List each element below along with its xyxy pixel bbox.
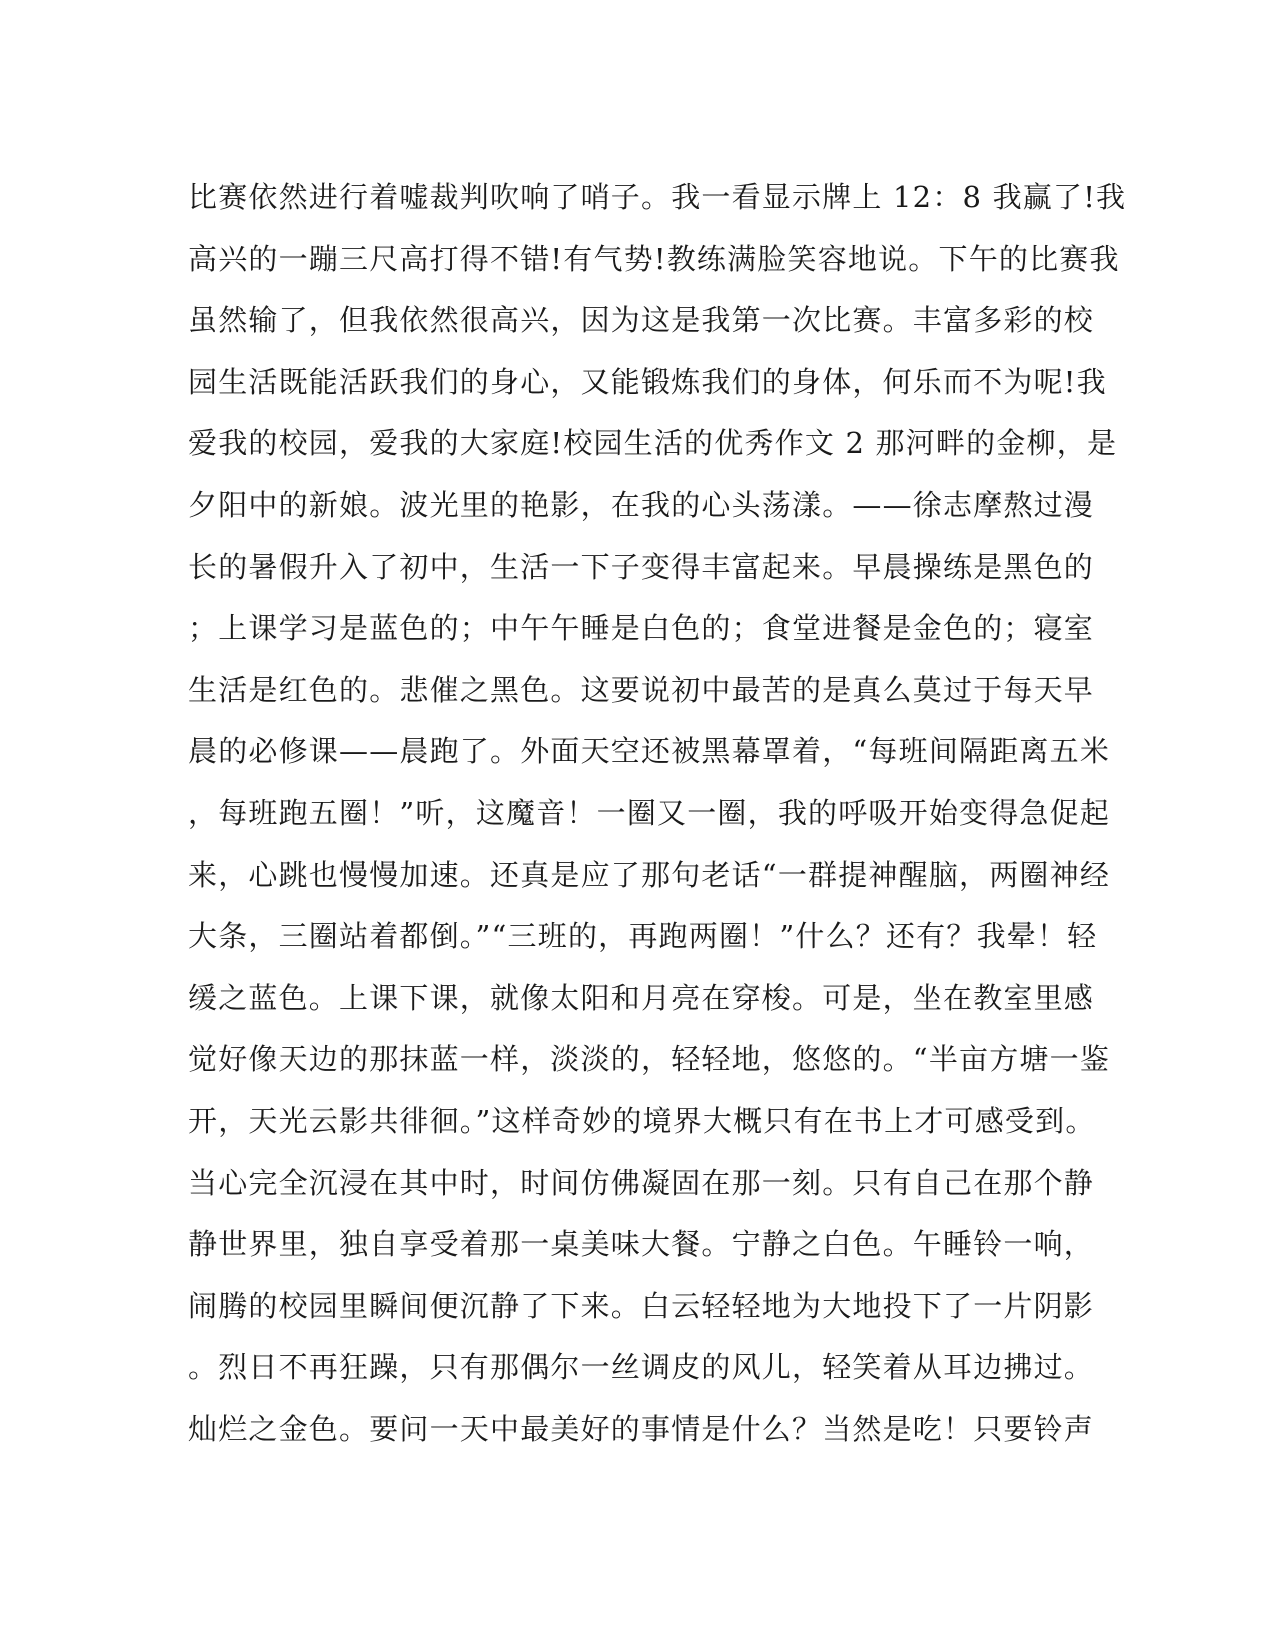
- text-line: 虽然输了，但我依然很高兴，因为这是我第一次比赛。丰富多彩的校: [188, 303, 1095, 338]
- text-line: 晨的必修课——晨跑了。外面天空还被黑幕罩着，“每班间隔距离五米: [188, 734, 1111, 769]
- text-line: 开，天光云影共徘徊。”这样奇妙的境界大概只有在书上才可感受到。: [188, 1103, 1096, 1138]
- text-line: 爱我的校园，爱我的大家庭!校园生活的优秀作文 2 那河畔的金柳，是: [188, 426, 1118, 461]
- text-line: 当心完全沉浸在其中时，时间仿佛凝固在那一刻。只有自己在那个静: [188, 1165, 1095, 1200]
- text-line: 夕阳中的新娘。波光里的艳影，在我的心头荡漾。——徐志摩熬过漫: [188, 487, 1095, 522]
- body-text: [188, 167, 1127, 1460]
- text-line: 大条，三圈站着都倒。”“三班的，再跑两圈！”什么？还有？我晕！轻: [188, 919, 1098, 954]
- text-line: 园生活既能活跃我们的身心，又能锻炼我们的身体，何乐而不为呢!我: [188, 364, 1107, 399]
- text-line: 缓之蓝色。上课下课，就像太阳和月亮在穿梭。可是，坐在教室里感: [188, 980, 1095, 1015]
- text-line: 觉好像天边的那抹蓝一样，淡淡的，轻轻地，悠悠的。“半亩方塘一鉴: [188, 1042, 1111, 1077]
- text-line: 灿烂之金色。要问一天中最美好的事情是什么？当然是吃！只要铃声: [188, 1411, 1095, 1446]
- text-line: 比赛依然进行着嘘裁判吹响了哨子。我一看显示牌上 12：8 我赢了!我: [188, 180, 1127, 214]
- text-line: 长的暑假升入了初中，生活一下子变得丰富起来。早晨操练是黑色的: [188, 549, 1095, 584]
- text-line: 闹腾的校园里瞬间便沉静了下来。白云轻轻地为大地投下了一片阴影: [188, 1288, 1095, 1323]
- text-line: 来，心跳也慢慢加速。还真是应了那句老话“一群提神醒脑，两圈神经: [188, 857, 1111, 892]
- text-line: 静世界里，独自享受着那一桌美味大餐。宁静之白色。午睡铃一响，: [188, 1227, 1095, 1262]
- text-line: 生活是红色的。悲催之黑色。这要说初中最苦的是真么莫过于每天早: [188, 672, 1095, 707]
- text-line: 高兴的一蹦三尺高打得不错!有气势!教练满脸笑容地说。下午的比赛我: [188, 241, 1120, 276]
- text-line: ，每班跑五圈！”听，这魔音！一圈又一圈，我的呼吸开始变得急促起: [188, 795, 1111, 830]
- text-line: ；上课学习是蓝色的；中午午睡是白色的；食堂进餐是金色的；寝室: [188, 611, 1095, 646]
- text-line: 。烈日不再狂躁，只有那偶尔一丝调皮的风儿，轻笑着从耳边拂过。: [188, 1350, 1095, 1385]
